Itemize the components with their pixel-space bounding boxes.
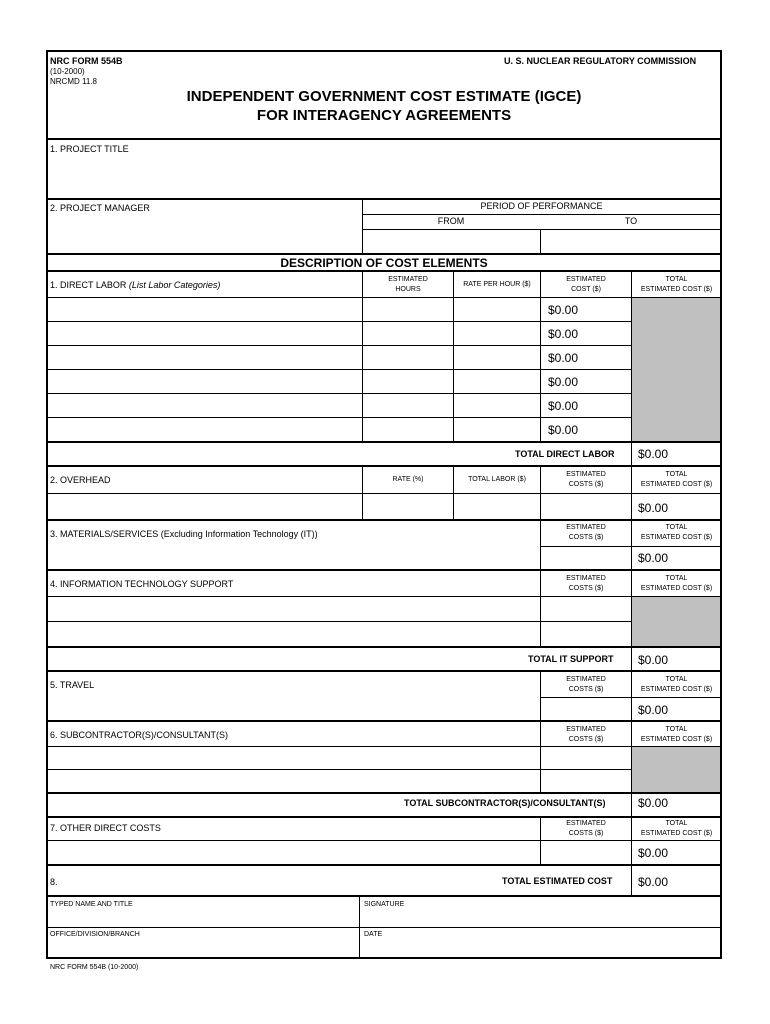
office-division-branch-label: OFFICE/DIVISION/BRANCH [50,931,140,938]
period-to-field[interactable] [542,231,720,252]
materials-total-value: $0.00 [638,551,669,565]
direct-labor-label-prefix: 1. DIRECT LABOR [50,280,129,290]
divider [631,466,632,520]
col-total-estimated-cost-2: ESTIMATED COST ($) [640,286,713,293]
total-it-support-value: $0.00 [638,653,669,667]
divider [540,229,541,254]
divider [540,520,541,570]
col-estimated-cost-2: COST ($) [571,286,601,293]
divider [46,840,722,841]
col-estimated-costs-2: COSTS ($) [568,585,604,592]
col-total-estimated-cost: TOTAL [665,471,688,478]
divider [453,466,454,520]
grand-total-value: $0.00 [638,875,669,889]
col-estimated-costs: ESTIMATED [566,726,606,733]
col-total-estimated-cost-2: ESTIMATED COST ($) [640,830,713,837]
divider [46,569,722,571]
divider [46,519,722,521]
project-title-field[interactable] [48,156,720,196]
total-direct-labor-value: $0.00 [638,447,669,461]
divider [46,596,722,597]
total-direct-labor-label: TOTAL DIRECT LABOR [515,449,615,459]
divider [46,345,632,346]
agency-name: U. S. NUCLEAR REGULATORY COMMISSION [504,56,697,66]
col-total-estimated-cost-2: ESTIMATED COST ($) [640,736,713,743]
divider [540,570,541,646]
col-total-estimated-cost: TOTAL [665,676,688,683]
divider [46,746,722,747]
divider [540,466,541,520]
project-manager-field[interactable] [48,216,362,252]
typed-name-title-field[interactable] [48,910,358,926]
col-estimated-costs: ESTIMATED [566,820,606,827]
divider [46,927,722,928]
divider [362,271,363,441]
col-total-estimated-cost-2: ESTIMATED COST ($) [640,481,713,488]
period-of-performance-label: PERIOD OF PERFORMANCE [480,201,603,211]
divider [540,671,541,721]
date-label: DATE [364,931,383,938]
col-estimated-costs-2: COSTS ($) [568,736,604,743]
col-total-estimated-cost: TOTAL [665,820,688,827]
col-rate-percent: RATE (%) [392,476,424,483]
col-total-estimated-cost: TOTAL [665,524,688,531]
typed-name-title-label: TYPED NAME AND TITLE [50,901,133,908]
col-total-estimated-cost-2: ESTIMATED COST ($) [640,534,713,541]
divider [540,721,541,792]
signature-label: SIGNATURE [364,901,405,908]
total-subcontractors-value: $0.00 [638,796,669,810]
grand-total-label: TOTAL ESTIMATED COST [502,876,613,886]
shaded-cell [632,597,720,646]
divider [631,520,632,570]
col-estimated-costs: ESTIMATED [566,575,606,582]
col-total-labor: TOTAL LABOR ($) [468,476,526,483]
col-estimated-costs: ESTIMATED [566,676,606,683]
total-subcontractors-label: TOTAL SUBCONTRACTOR(S)/CONSULTANT(S) [404,798,606,808]
overhead-label: 2. OVERHEAD [50,475,111,485]
divider [540,817,541,865]
divider [362,466,363,520]
divider [631,865,632,896]
grand-total-number: 8. [50,877,58,887]
labor-row-cost: $0.00 [548,399,579,413]
overhead-total-value: $0.00 [638,501,669,515]
divider [46,792,722,794]
col-total-estimated-cost: TOTAL [665,726,688,733]
form-revision: (10-2000) [50,67,85,76]
divider [46,769,632,770]
divider [46,670,722,672]
divider [46,621,632,622]
col-estimated-hours: ESTIMATED [388,276,428,283]
divider [46,393,632,394]
divider [46,720,722,722]
subcontractors-label: 6. SUBCONTRACTOR(S)/CONSULTANT(S) [50,730,229,740]
date-field[interactable] [361,940,720,956]
divider [46,253,722,255]
divider [46,895,722,897]
form-title-line2: FOR INTERAGENCY AGREEMENTS [256,107,512,124]
col-estimated-costs-2: COSTS ($) [568,481,604,488]
divider [362,229,721,230]
col-total-estimated-cost-2: ESTIMATED COST ($) [640,585,713,592]
divider [46,417,632,418]
materials-label: 3. MATERIALS/SERVICES (Excluding Information Technology (IT)) [50,529,318,539]
travel-total-value: $0.00 [638,703,669,717]
divider [453,271,454,441]
divider [46,864,722,866]
direct-labor-label-italic: (List Labor Categories) [128,280,221,290]
divider [540,271,541,441]
divider [46,369,632,370]
col-estimated-costs-2: COSTS ($) [568,534,604,541]
col-total-estimated-cost-2: ESTIMATED COST ($) [640,686,713,693]
shaded-cell [632,747,720,792]
it-support-label: 4. INFORMATION TECHNOLOGY SUPPORT [50,579,234,589]
divider [362,214,721,215]
cost-elements-title: DESCRIPTION OF COST ELEMENTS [280,256,488,270]
travel-label: 5. TRAVEL [50,680,95,690]
col-estimated-costs: ESTIMATED [566,471,606,478]
period-from-label: FROM [437,216,465,226]
divider [46,297,722,298]
divider [46,493,722,494]
other-direct-costs-label: 7. OTHER DIRECT COSTS [50,823,161,833]
period-to-label: TO [624,216,638,226]
divider [631,817,632,865]
divider [46,441,722,443]
labor-row-cost: $0.00 [548,423,579,437]
col-rate-per-hour: RATE PER HOUR ($) [463,281,531,288]
labor-row-cost: $0.00 [548,375,579,389]
divider [46,816,722,818]
divider [46,646,722,648]
form-title-line1: INDEPENDENT GOVERNMENT COST ESTIMATE (IGCE) [186,88,582,105]
divider [46,270,722,272]
divider [46,321,632,322]
period-from-field[interactable] [364,231,539,252]
project-manager-label: 2. PROJECT MANAGER [50,203,150,213]
col-total-estimated-cost: TOTAL [665,276,688,283]
col-estimated-costs: ESTIMATED [566,524,606,531]
directive-number: NRCMD 11.8 [50,77,97,86]
signature-field[interactable] [361,910,720,926]
total-it-support-label: TOTAL IT SUPPORT [528,654,614,664]
col-estimated-hours-2: HOURS [395,286,421,293]
labor-row-cost: $0.00 [548,351,579,365]
shaded-cell [632,298,720,441]
col-estimated-costs-2: COSTS ($) [568,830,604,837]
office-division-branch-field[interactable] [48,940,358,956]
direct-labor-label [50,281,220,290]
other-direct-total-value: $0.00 [638,846,669,860]
form-number: NRC FORM 554B [50,56,123,66]
divider [631,671,632,721]
col-total-estimated-cost: TOTAL [665,575,688,582]
project-title-label: 1. PROJECT TITLE [50,144,129,154]
form-footer: NRC FORM 554B (10-2000) [50,964,139,971]
col-estimated-costs-2: COSTS ($) [568,686,604,693]
labor-row-cost: $0.00 [548,327,579,341]
col-estimated-cost: ESTIMATED [566,276,606,283]
divider [46,198,722,200]
divider [46,465,722,467]
divider [46,138,722,140]
labor-row-cost: $0.00 [548,303,579,317]
